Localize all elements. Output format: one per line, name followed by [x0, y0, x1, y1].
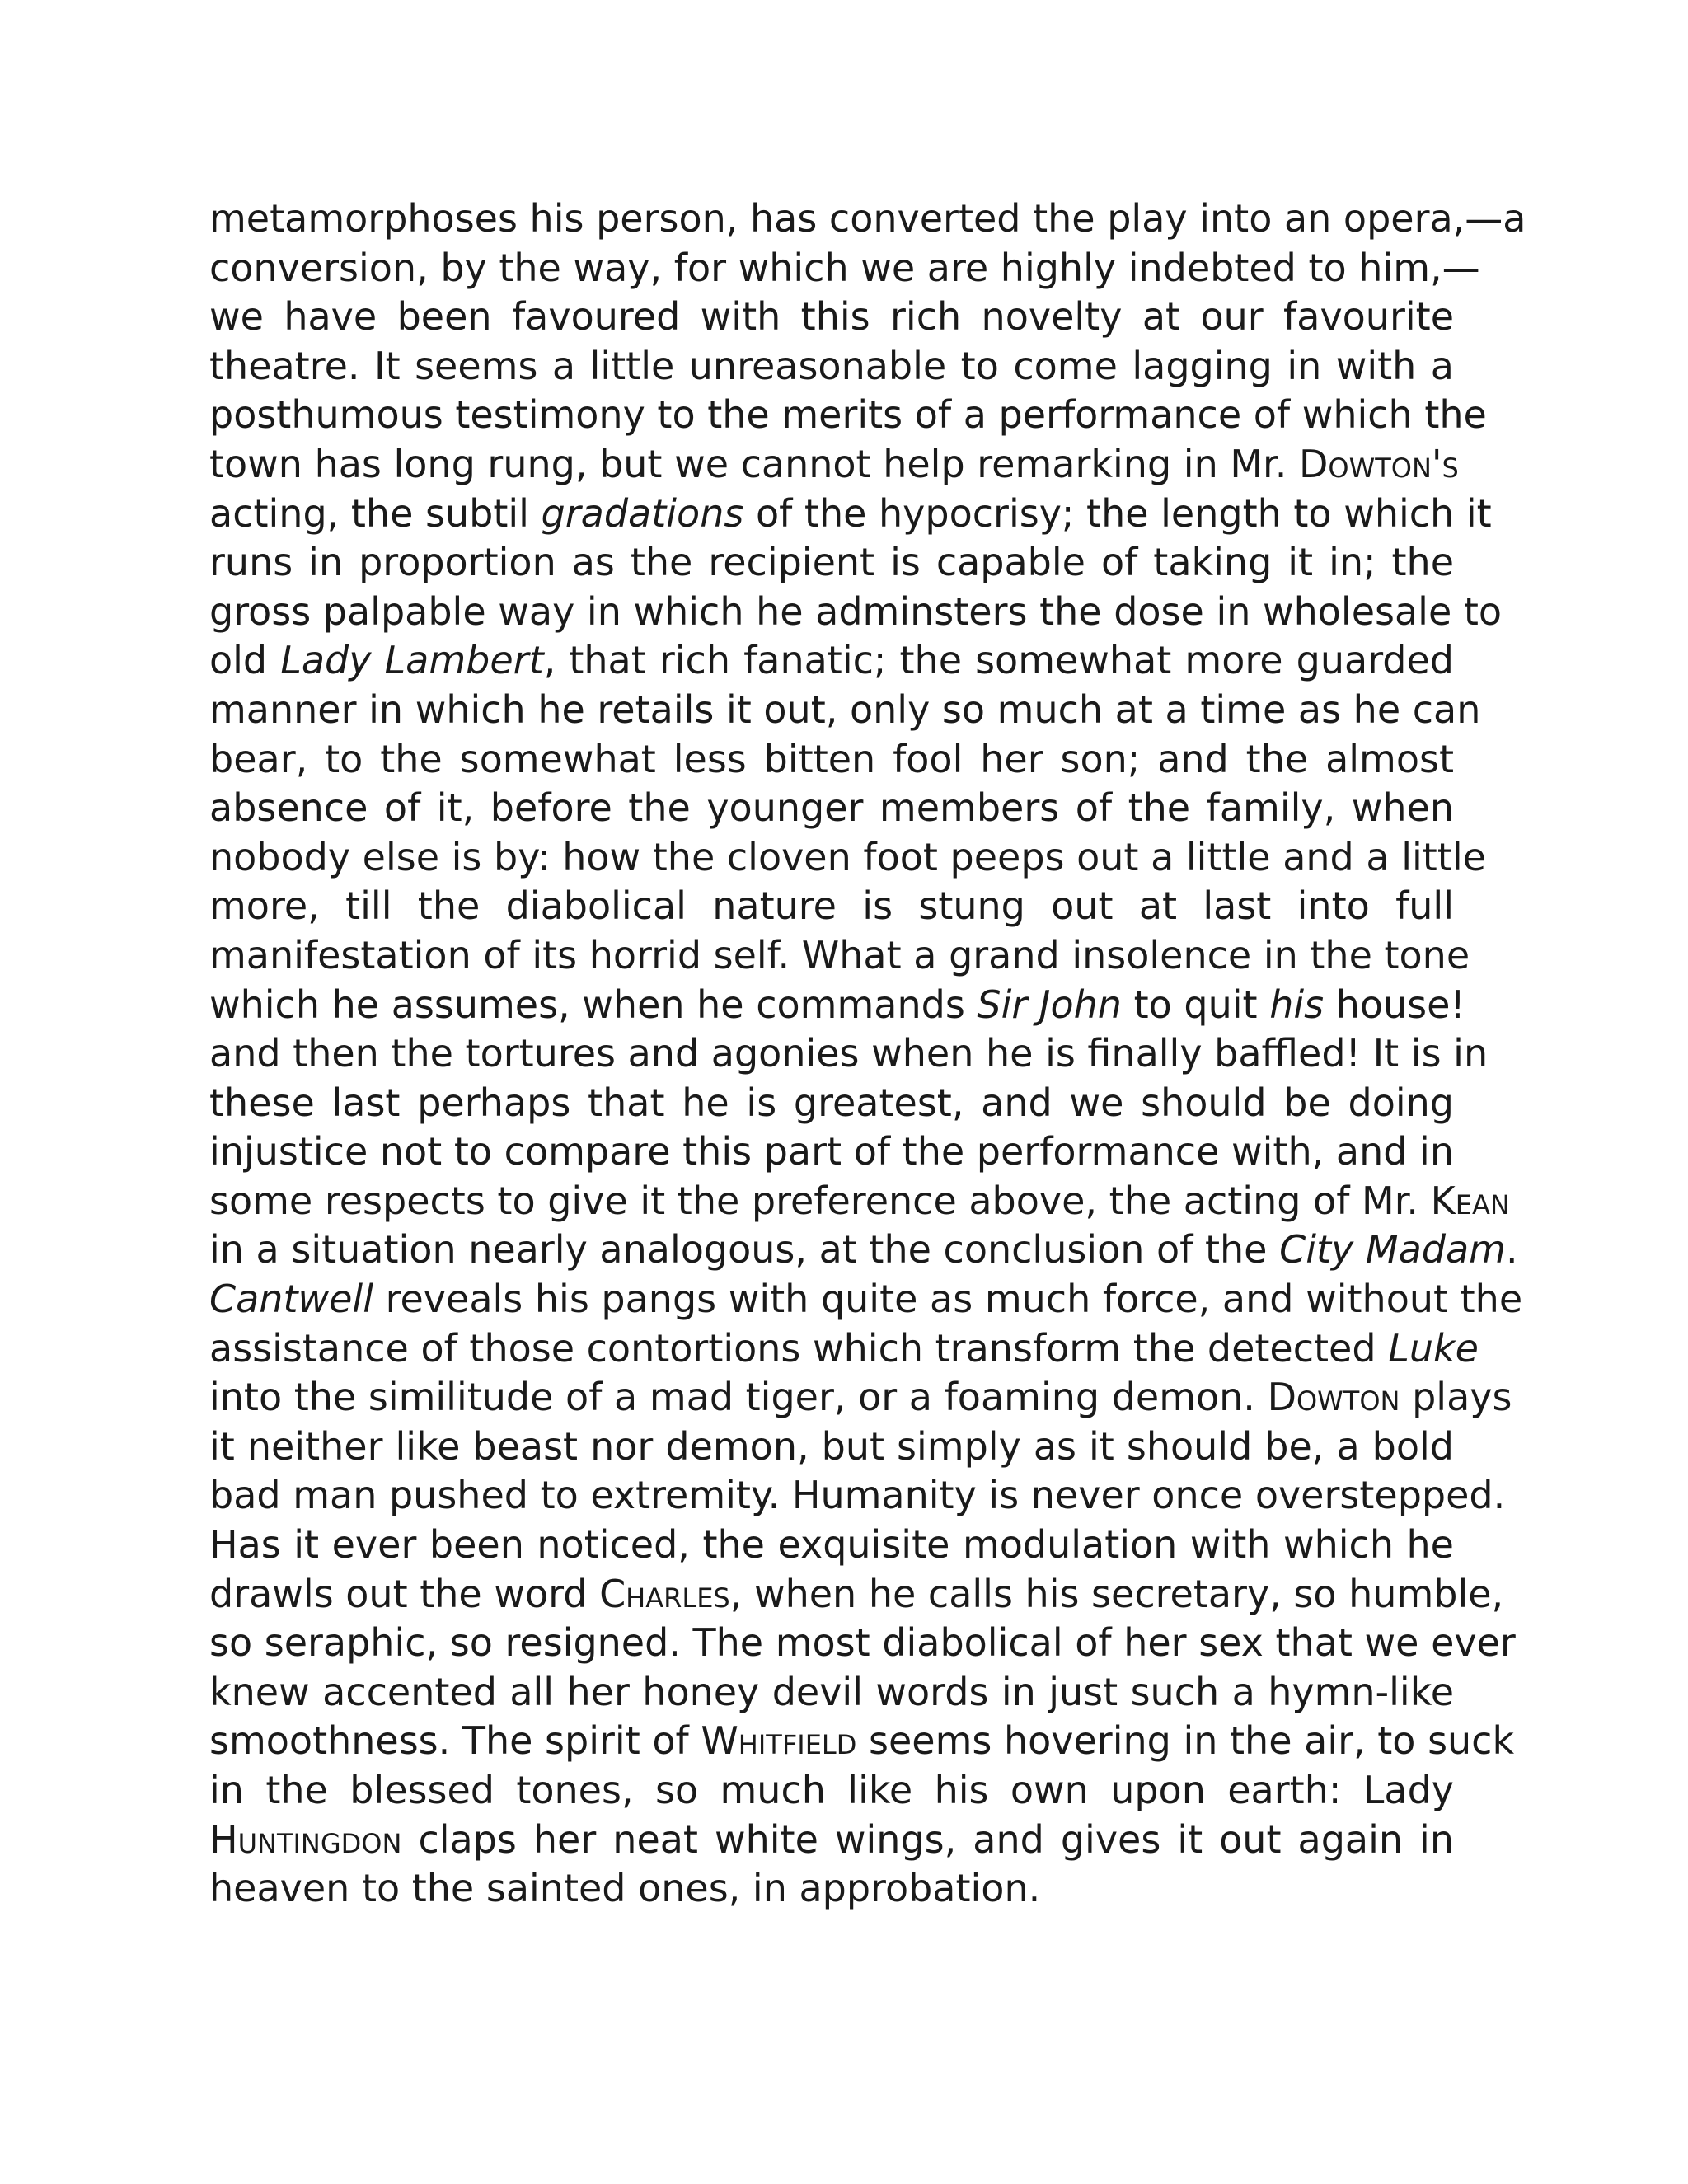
text-segment: old — [209, 638, 281, 683]
text-line — [209, 1079, 1454, 1128]
italic-text: Cantwell — [209, 1277, 373, 1322]
text-segment: into the similitude of a mad tiger, or a foaming demon. — [209, 1375, 1268, 1420]
text-segment: Has it ever been noticed, the exquisite modulation with which he — [209, 1522, 1454, 1568]
text-segment: so seraphic, so resigned. The most diabolical of her sex that we ever — [209, 1620, 1516, 1666]
text-segment: bear, to the somewhat less bitten fool her son; and the almost — [209, 736, 1454, 781]
text-segment: town has long rung, but we cannot help remarking in Mr. — [209, 441, 1299, 486]
small-caps-text: Whitfield — [701, 1718, 857, 1764]
text-line — [209, 194, 1526, 244]
text-line — [209, 293, 1454, 342]
text-segment: in a situation nearly analogous, at the conclusion of the — [209, 1227, 1280, 1272]
text-segment: plays — [1400, 1375, 1512, 1420]
text-segment: absence of it, before the younger members of the family, when — [209, 785, 1454, 831]
text-segment: runs in proportion as the recipient is capable of taking it in; the — [209, 540, 1454, 585]
text-segment: manner in which he retails it out, only so much at a time as he can — [209, 687, 1481, 732]
text-line — [209, 538, 1454, 588]
text-segment: conversion, by the way, for which we are highly indebted to him,— — [209, 245, 1480, 290]
text-segment: posthumous testimony to the merits of a performance of which the — [209, 392, 1487, 438]
text-segment: heaven to the sainted ones, in approbation. — [209, 1866, 1041, 1911]
italic-text: Sir John — [977, 982, 1122, 1027]
text-line — [209, 882, 1454, 931]
text-segment: house! — [1324, 982, 1465, 1027]
text-segment: we have been favoured with this rich novelty at our favourite — [209, 294, 1454, 340]
text-line — [209, 1373, 1512, 1422]
text-line — [209, 1422, 1454, 1472]
text-segment: metamorphoses his person, has converted the play into an opera,—a — [209, 196, 1526, 241]
text-line — [209, 1324, 1479, 1374]
text-line — [209, 1717, 1515, 1766]
text-line — [209, 1766, 1454, 1816]
text-line — [209, 1570, 1504, 1619]
text-segment: . — [1505, 1227, 1518, 1272]
text-segment: acting, the subtil — [209, 490, 542, 536]
text-line — [209, 1177, 1510, 1226]
text-line — [209, 1275, 1523, 1324]
text-segment: gross palpable way in which he adminsters the dose in wholesale to — [209, 588, 1503, 634]
text-segment: these last perhaps that he is greatest, and we should be doing — [209, 1080, 1454, 1125]
small-caps-text: Dowton — [1267, 1375, 1400, 1420]
text-segment: theatre. It seems a little unreasonable to come lagging in with a — [209, 343, 1454, 388]
text-line — [209, 833, 1486, 883]
text-segment: drawls out the word — [209, 1571, 600, 1616]
text-segment: nobody else is by: how the cloven foot peeps out a little and a little — [209, 834, 1486, 879]
text-segment: more, till the diabolical nature is stung out at last into full — [209, 883, 1454, 929]
text-line — [209, 1029, 1489, 1079]
italic-text: Lady Lambert — [280, 638, 544, 683]
text-line — [209, 686, 1481, 735]
text-line — [209, 931, 1470, 981]
text-line — [209, 1816, 1454, 1865]
italic-text: City Madam — [1279, 1227, 1506, 1272]
small-caps-text: Dowton — [1298, 441, 1432, 486]
text-segment: which he assumes, when he commands — [209, 982, 978, 1027]
text-segment: some respects to give it the preference above, the acting of Mr. — [209, 1178, 1431, 1223]
italic-text: gradations — [541, 490, 744, 536]
text-line — [209, 636, 1454, 686]
text-line — [209, 244, 1480, 293]
text-segment: injustice not to compare this part of the performance with, and in — [209, 1129, 1454, 1174]
italic-text: his — [1269, 982, 1325, 1027]
text-segment: of the hypocrisy; the length to which it — [743, 490, 1492, 536]
text-line — [209, 735, 1454, 785]
text-segment: manifestation of its horrid self. What a grand insolence in the tone — [209, 932, 1470, 977]
text-segment: and then the tortures and agonies when he is finally baffled! It is in — [209, 1031, 1489, 1076]
document-page — [209, 194, 1526, 1914]
text-segment: bad man pushed to extremity. Humanity is never once overstepped. — [209, 1473, 1506, 1518]
text-line — [209, 1668, 1454, 1718]
text-line — [209, 1619, 1516, 1668]
text-segment: knew accented all her honey devil words in just such a hymn-like — [209, 1669, 1454, 1714]
text-segment: claps her neat white wings, and gives it out again in — [401, 1816, 1454, 1862]
text-line — [209, 391, 1487, 440]
text-line — [209, 981, 1465, 1030]
text-segment: seems hovering in the air, to suck — [856, 1718, 1515, 1764]
small-caps-text: Huntingdon — [209, 1816, 402, 1862]
text-segment: smoothness. The spirit of — [209, 1718, 701, 1764]
text-segment: reveals his pangs with quite as much force, and without the — [373, 1277, 1523, 1322]
text-line — [209, 1521, 1454, 1570]
text-segment: to quit — [1121, 982, 1270, 1027]
text-line — [209, 490, 1492, 539]
small-caps-text: Kean — [1430, 1178, 1510, 1223]
text-segment: assistance of those contortions which transform the detected — [209, 1325, 1389, 1371]
text-line — [209, 1864, 1454, 1914]
text-segment: it neither like beast nor demon, but simply as it should be, a bold — [209, 1423, 1454, 1469]
text-line — [209, 1471, 1506, 1521]
text-line — [209, 784, 1454, 833]
body-paragraph — [209, 194, 1526, 1914]
text-line — [209, 440, 1459, 490]
small-caps-text: 's — [1431, 441, 1459, 486]
text-segment: , that rich fanatic; the somewhat more guarded — [543, 638, 1454, 683]
text-line — [209, 1226, 1518, 1275]
text-line — [209, 588, 1503, 637]
text-segment: in the blessed tones, so much like his own upon earth: Lady — [209, 1768, 1454, 1812]
text-segment: , when he calls his secretary, so humble, — [729, 1571, 1504, 1616]
italic-text: Luke — [1388, 1325, 1479, 1371]
text-line — [209, 1127, 1454, 1177]
text-line — [209, 342, 1454, 391]
small-caps-text: Charles — [599, 1571, 730, 1616]
